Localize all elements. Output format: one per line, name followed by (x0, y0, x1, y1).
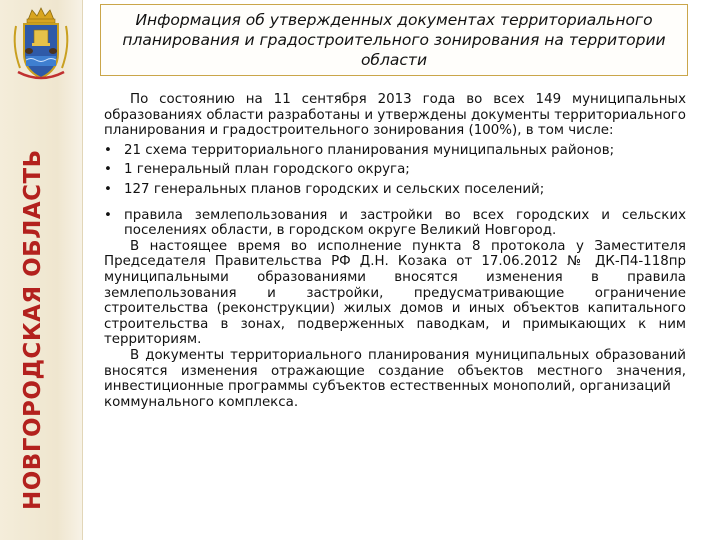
list-item-text: 127 генеральных планов городских и сельских поселений; (124, 181, 545, 197)
title-box (100, 4, 688, 76)
intro-paragraph: По состоянию на 11 сентября 2013 года во всех 149 муниципальных образованиях области разработаны и утверждены документы территориального планирования и градостроительного зонирования (100%), в том числе: (104, 92, 686, 139)
page-title: Информация об утвержденных документах территориального планирования и градостроительного зонирования на территории области (122, 11, 666, 69)
bullet-icon: • (104, 207, 112, 223)
list-item (104, 143, 686, 159)
list-item (104, 208, 686, 239)
coat-of-arms-icon (10, 6, 72, 82)
paragraph-3: В документы территориального планирования муниципальных образований вносятся изменения отражающие создание объектов местного значения, инвестиционные программы субъектов естественных монополий, организаций (104, 347, 686, 395)
paragraph-3-end: коммунального комплекса. (104, 394, 299, 410)
bullet-icon: • (104, 142, 112, 158)
list-item-text: правила землепользования и застройки во всех городских и сельских поселениях области, в городском округе Великий Новгород. (124, 207, 686, 239)
document-body (104, 92, 686, 410)
list-item (104, 182, 686, 198)
bullet-icon: • (104, 181, 112, 197)
list-item (104, 162, 686, 178)
region-title: НОВГОРОДСКАЯ ОБЛАСТЬ (20, 149, 46, 510)
bullet-icon: • (104, 162, 112, 178)
paragraph-2: В настоящее время во исполнение пункта 8 протокола у Заместителя Председателя Правительства РФ Д.Н. Козака от 17.06.2012 № ДК-П4-118пр муниципальными образованиями вносятся изменения в правила землепользования и застройки, предусматривающие ограничение строительства (реконструкции) жилых домов и иных объектов капитального строительства в зонах, подверженных паводкам, и примыкающих к ним территориям. (104, 238, 686, 348)
list-item-text: 21 схема территориального планирования муниципальных районов; (124, 142, 615, 158)
list-item-text: 1 генеральный план городского округа; (124, 162, 410, 178)
sidebar (0, 0, 83, 540)
